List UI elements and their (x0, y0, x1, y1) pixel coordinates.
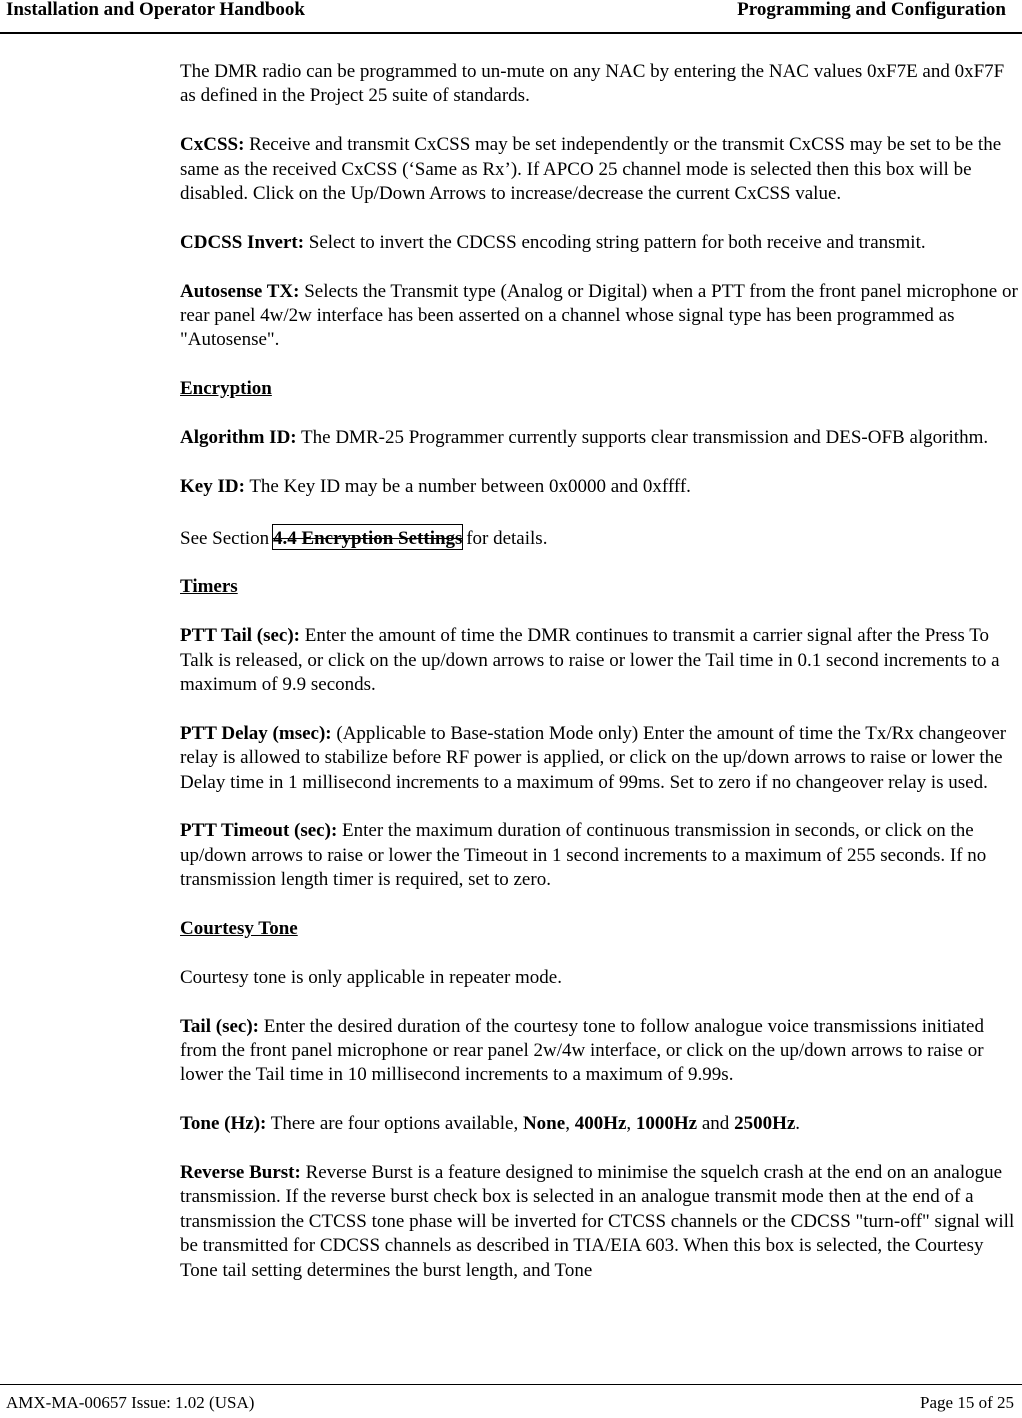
reverse-burst-text: Reverse Burst is a feature designed to minimise the squelch crash at the end on an analogue transmission. If the reverse burst check box is selected in an analogue transmit mode then at the end of a transmission the CTCSS tone phase will be inverted for CTCSS channels or the CDCSS "turn-off" signal will be transmitted for CDCSS channels as described in TIA/EIA 603. When this box is selected, the Courtesy Tone tail setting determines the burst length, and Tone (180, 1162, 1015, 1281)
ptt-delay-paragraph (180, 722, 1018, 795)
reverse-burst-paragraph (180, 1161, 1018, 1283)
tone-end: . (795, 1113, 801, 1135)
page-footer (0, 1384, 1022, 1418)
autosense-term: Autosense TX: (180, 280, 300, 302)
see-section-paragraph (180, 524, 1018, 551)
tail-text: Enter the desired duration of the courtesy tone to follow analogue voice transmissions initiated from the front panel microphone or rear panel 2w/4w interface, or click on the up/down arrows to raise or lower the Tail time in 10 millisecond increments to a maximum of 9.99s. (180, 1015, 984, 1086)
nac-paragraph: The DMR radio can be programmed to un-mute on any NAC by entering the NAC values 0xF7E and 0xF7F as defined in the Project 25 suite of standards. (180, 61, 1005, 107)
algorithm-text: The DMR-25 Programmer currently supports clear transmission and DES-OFB algorithm. (296, 427, 989, 449)
ptt-tail-text: Enter the amount of time the DMR continues to transmit a carrier signal after the Press To Talk is released, or click on the up/down arrows to raise or lower the Tail time in 0.1 second increments to a maximum of 9.9 seconds. (180, 625, 1000, 696)
keyid-text: The Key ID may be a number between 0x0000 and 0xffff. (244, 475, 691, 497)
cxcss-term: CxCSS: (180, 134, 245, 156)
ptt-tail-term: PTT Tail (sec): (180, 625, 300, 647)
keyid-term: Key ID: (180, 475, 245, 497)
tone-sep-1: , (565, 1113, 575, 1135)
header-title: Installation and Operator Handbook (6, 0, 305, 20)
ptt-delay-text: (Applicable to Base-station Mode only) Enter the amount of time the Tx/Rx changeover relay is allowed to stabilize before RF power is applied, or click on the up/down arrows to raise or lower the Delay time in 1 millisecond increments to a maximum of 99ms. Set to zero if no changeover relay is used. (180, 722, 1007, 793)
autosense-paragraph (180, 280, 1018, 353)
algorithm-term: Algorithm ID: (180, 427, 297, 449)
cdcss-term: CDCSS Invert: (180, 231, 305, 253)
header-section: Programming and Configuration (737, 0, 1006, 20)
ptt-delay-term: PTT Delay (msec): (180, 722, 332, 744)
tone-option-1000: 1000Hz (635, 1113, 698, 1135)
ptt-timeout-text: Enter the maximum duration of continuous transmission in seconds, or click on the up/down arrows to raise or lower the Timeout in 1 second increments to a maximum of 255 seconds. If no transmission length timer is required, set to zero. (180, 820, 987, 891)
tone-text: There are four options available, (266, 1113, 523, 1135)
cdcss-text: Select to invert the CDCSS encoding string pattern for both receive and transmit. (304, 231, 926, 253)
page-body (180, 60, 1018, 1307)
cdcss-paragraph (180, 231, 1018, 255)
tone-paragraph (180, 1112, 1018, 1136)
ptt-timeout-paragraph (180, 819, 1018, 892)
tone-option-none: None (522, 1113, 566, 1135)
tail-term: Tail (sec): (180, 1015, 259, 1037)
page-number: Page 15 of 25 (920, 1393, 1014, 1412)
tone-sep-2: , (626, 1113, 636, 1135)
encryption-heading: Encryption (180, 378, 272, 400)
tone-option-2500: 2500Hz (734, 1113, 796, 1135)
tone-term: Tone (Hz): (180, 1113, 267, 1135)
ptt-tail-paragraph (180, 624, 1018, 697)
tail-paragraph (180, 1015, 1018, 1088)
courtesy-tone-heading: Courtesy Tone (180, 918, 298, 940)
cxcss-paragraph (180, 133, 1018, 206)
tone-sep-3: and (697, 1113, 735, 1135)
tone-option-400: 400Hz (574, 1113, 627, 1135)
ptt-timeout-term: PTT Timeout (sec): (180, 820, 338, 842)
cxcss-text: Receive and transmit CxCSS may be set independently or the transmit CxCSS may be set to be the same as the received CxCSS (‘Same as Rx’). If APCO 25 channel mode is selected then this box will be disabled. Click on the Up/Down Arrows to increase/decrease the current CxCSS value. (180, 134, 1002, 205)
document-id: AMX-MA-00657 Issue: 1.02 (USA) (6, 1393, 255, 1412)
algorithm-paragraph (180, 426, 1018, 450)
see-suffix: for details. (461, 527, 548, 549)
encryption-settings-link[interactable] (272, 524, 464, 550)
courtesy-intro-paragraph: Courtesy tone is only applicable in repeater mode. (180, 966, 562, 988)
encryption-settings-link-text: 4.4 Encryption Settings (272, 527, 463, 549)
see-prefix: See Section (180, 527, 274, 549)
keyid-paragraph (180, 475, 1018, 499)
reverse-burst-term: Reverse Burst: (180, 1162, 301, 1184)
autosense-text: Selects the Transmit type (Analog or Digital) when a PTT from the front panel microphone or rear panel 4w/2w interface has been asserted on a channel whose signal type has been programmed as "Autosense". (180, 280, 1018, 351)
page-header (0, 0, 1022, 34)
timers-heading: Timers (180, 576, 238, 598)
